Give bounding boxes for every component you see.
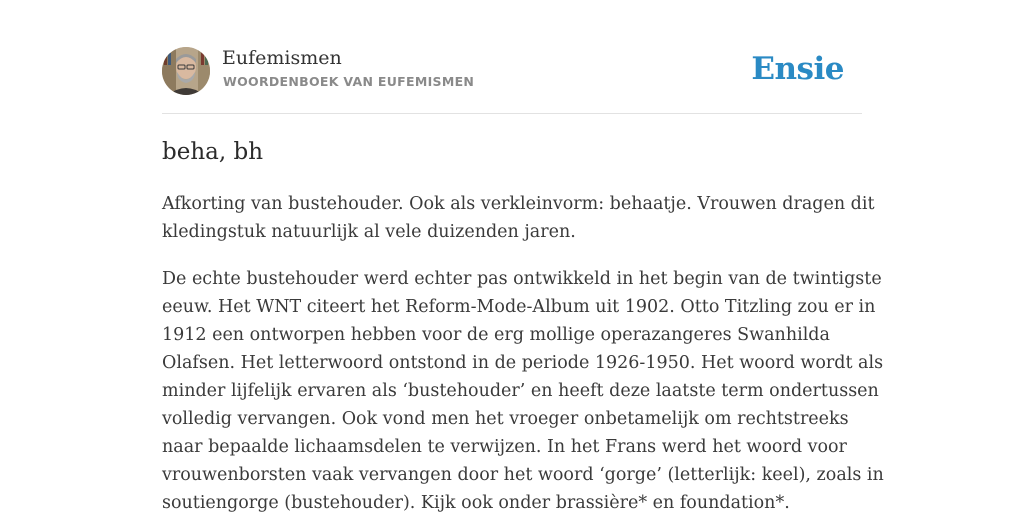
- avatar-portrait-icon: [162, 47, 210, 95]
- paragraph-line: eeuw. Het WNT citeert het Reform-Mode-Album uit 1902. Otto Titzling zou er in: [162, 297, 876, 317]
- author-name[interactable]: Eufemismen: [222, 47, 342, 69]
- entry-paragraph-2: [162, 265, 884, 512]
- paragraph-line: Afkorting van bustehouder. Ook als verkleinvorm: behaatje. Vrouwen dragen dit: [162, 194, 875, 214]
- entry-header: [162, 46, 862, 96]
- entry-title: beha, bh: [162, 139, 264, 165]
- paragraph-line: De echte bustehouder werd echter pas ontwikkeld in het begin van de twintigste: [162, 269, 882, 289]
- paragraph-line: soutiengorge (bustehouder). Kijk ook onder brassière* en foundation*.: [162, 493, 790, 512]
- paragraph-line: minder lijfelijk ervaren als ‘bustehouder’ en heeft deze laatste term ondertussen: [162, 381, 879, 401]
- paragraph-line: naar bepaalde lichaamsdelen te verwijzen. In het Frans werd het woord voor: [162, 437, 847, 457]
- paragraph-spacer: [162, 246, 862, 265]
- author-avatar[interactable]: [162, 47, 210, 95]
- paragraph-line: Olafsen. Het letterwoord ontstond in de periode 1926-1950. Het woord wordt als: [162, 353, 884, 373]
- paragraph-line: kledingstuk natuurlijk al vele duizenden jaren.: [162, 222, 576, 242]
- entry-paragraph-1: [162, 190, 875, 246]
- paragraph-line: volledig vervangen. Ook vond men het vroeger onbetamelijk om rechtstreeks: [162, 409, 849, 429]
- entry-body: [162, 190, 884, 512]
- paragraph-line: vrouwenborsten vaak vervangen door het woord ‘gorge’ (letterlijk: keel), zoals in: [162, 465, 884, 485]
- header-divider: [162, 113, 862, 114]
- brand-logo[interactable]: Ensie: [751, 51, 844, 87]
- author-subtitle[interactable]: WOORDENBOEK VAN EUFEMISMEN: [223, 74, 475, 89]
- paragraph-line: 1912 een ontworpen hebben voor de erg mollige operazangeres Swanhilda: [162, 325, 830, 345]
